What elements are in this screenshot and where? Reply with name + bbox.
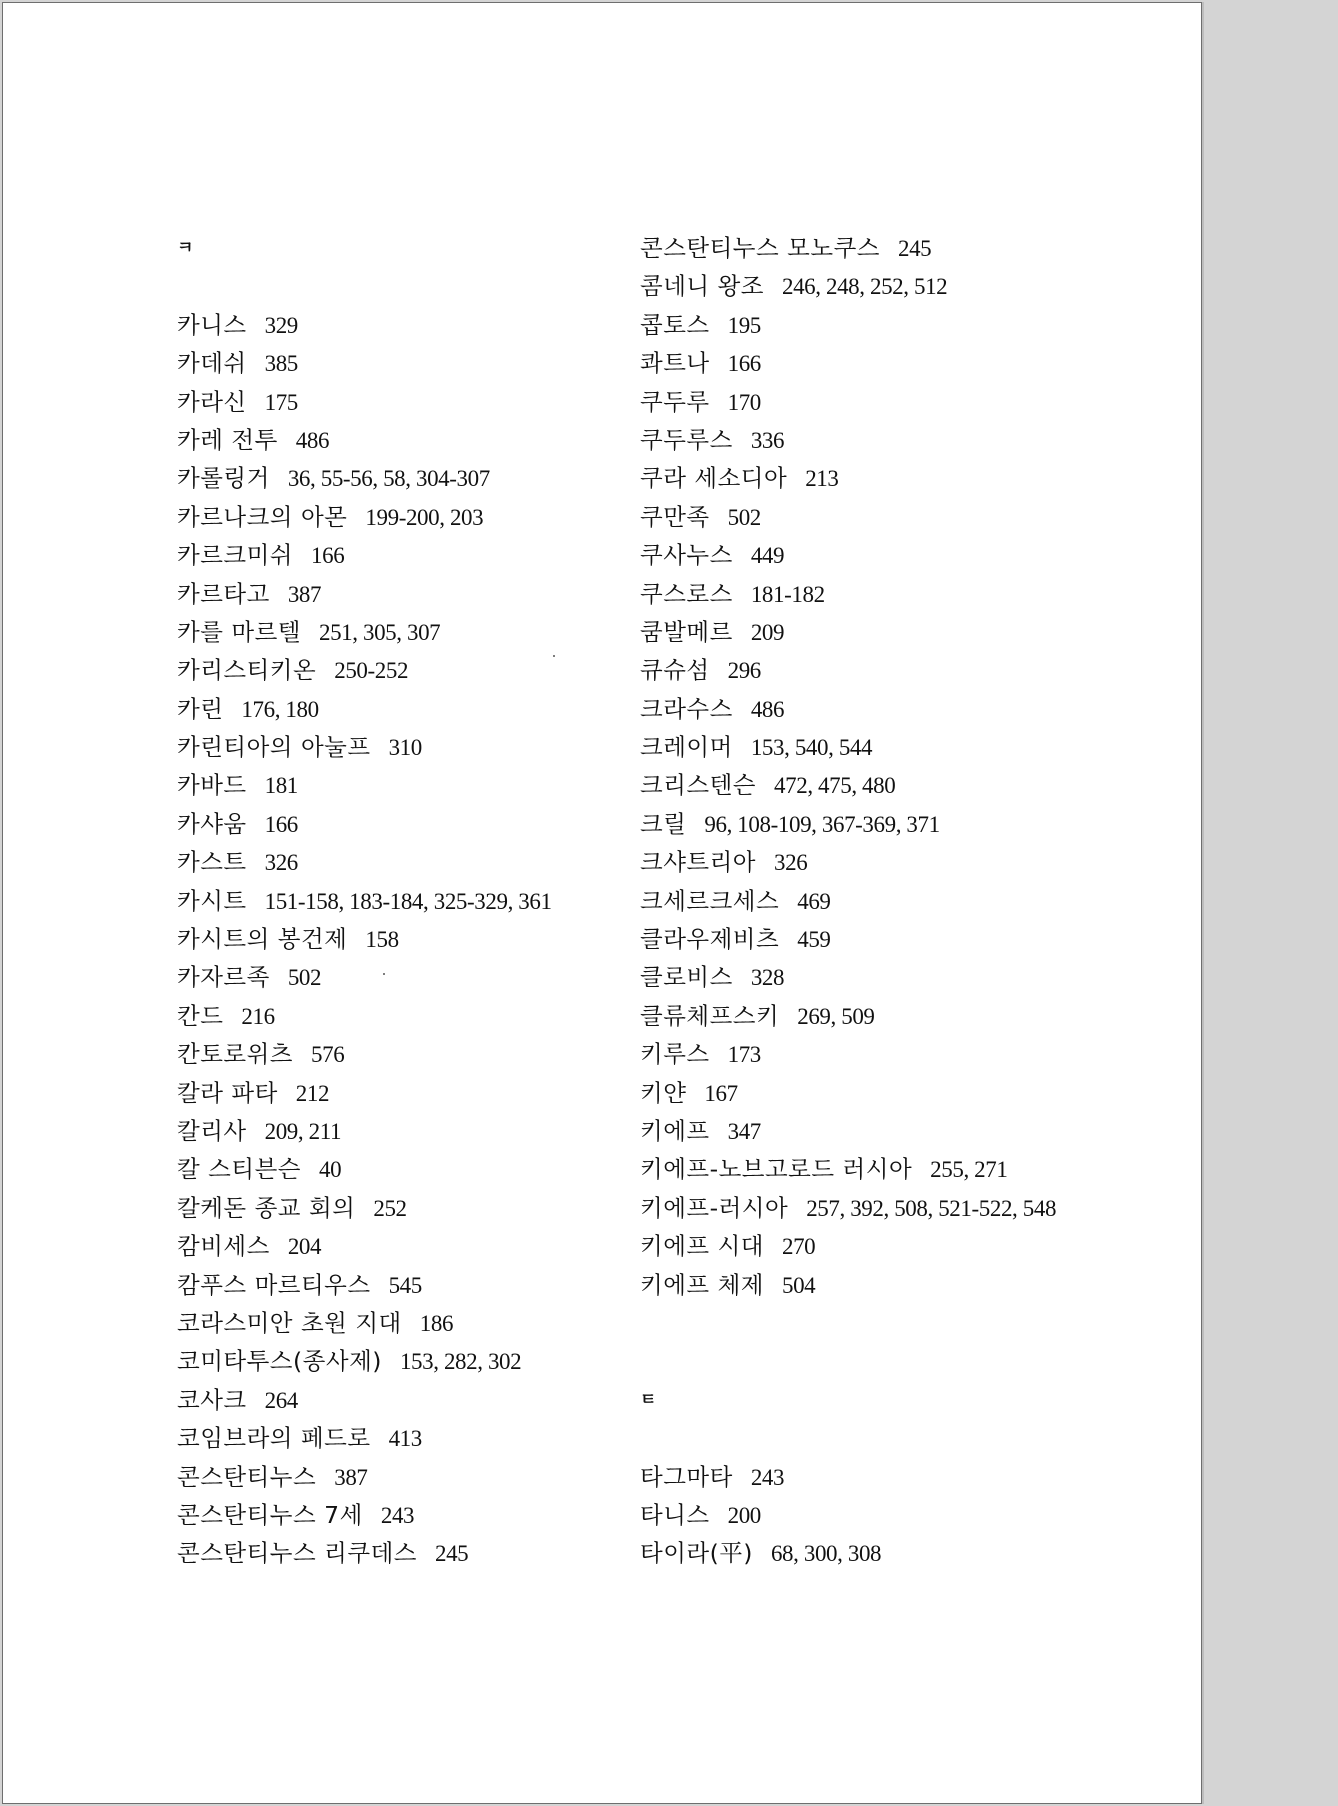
page-references: 175: [264, 389, 298, 415]
index-term: 키얀: [640, 1078, 687, 1107]
page-references: 40: [318, 1157, 342, 1183]
index-term: 크릴: [640, 809, 687, 838]
index-entry: [177, 1150, 552, 1188]
page-references: 209, 211: [264, 1118, 342, 1144]
index-term: 쿠스로스: [640, 579, 733, 608]
index-term: 콰트나: [640, 349, 710, 378]
index-term: 키에프 체제: [640, 1270, 764, 1299]
index-term: 타니스: [640, 1500, 710, 1529]
page-references: 209: [750, 619, 785, 645]
page-references: 576: [311, 1042, 345, 1068]
index-term: 카롤링거: [177, 464, 270, 493]
page-references: 336: [750, 427, 785, 453]
index-term: 칼 스티븐슨: [177, 1155, 301, 1184]
index-term: 큐슈섬: [640, 656, 710, 685]
page-references: 264: [264, 1387, 298, 1413]
index-entry: [640, 344, 1056, 382]
page-references: 250-252: [334, 658, 409, 684]
page-references: 243: [750, 1464, 785, 1490]
page-references: 167: [704, 1080, 738, 1106]
page-references: 347: [727, 1118, 761, 1144]
index-entry: [177, 920, 552, 958]
spacer: [640, 1342, 1056, 1380]
page-references: 245: [434, 1541, 469, 1567]
index-entry: [177, 383, 552, 421]
index-term: 키에프: [640, 1116, 710, 1145]
index-entry: [177, 1189, 552, 1227]
index-term: 카시트: [177, 886, 247, 915]
page-references: 486: [750, 696, 785, 722]
page-references: 387: [334, 1464, 368, 1490]
index-term: 칼라 파타: [177, 1078, 278, 1107]
index-entry: [177, 1304, 552, 1342]
index-term: 코임브라의 페드로: [177, 1424, 371, 1453]
page-references: 387: [287, 581, 322, 607]
index-entry: [177, 1381, 552, 1419]
page-references: 269, 509: [797, 1003, 875, 1029]
index-entry: [177, 882, 552, 920]
index-entry: [177, 498, 552, 536]
index-term: 칼케돈 종교 회의: [177, 1193, 356, 1222]
index-term: 크라수스: [640, 694, 733, 723]
page-references: 216: [241, 1003, 275, 1029]
index-term: 카를 마르텔: [177, 617, 301, 646]
index-term: 카샤움: [177, 809, 247, 838]
index-term: 쿰발메르: [640, 617, 733, 646]
section-heading: ㅌ: [640, 1389, 657, 1410]
index-entry: [640, 229, 1056, 267]
index-entry: [177, 766, 552, 804]
index-entry: [640, 1112, 1056, 1150]
page-references: 199-200, 203: [365, 504, 484, 530]
index-entry: [640, 1150, 1056, 1188]
page-references: 151-158, 183-184, 325-329, 361: [264, 888, 552, 914]
page-references: 166: [264, 811, 298, 837]
index-entry: [640, 1534, 1056, 1572]
index-entry: [640, 1189, 1056, 1227]
index-entry: [640, 882, 1056, 920]
page-references: 413: [388, 1426, 422, 1452]
index-term: 코라스미안 초원 지대: [177, 1308, 402, 1337]
index-term: 쿠두루스: [640, 425, 733, 454]
page-references: 472, 475, 480: [774, 773, 896, 799]
page-references: 449: [750, 543, 785, 569]
index-term: 타그마타: [640, 1462, 733, 1491]
index-term: 카자르족: [177, 963, 270, 992]
index-term: 크세르크세스: [640, 886, 780, 915]
spacer: [177, 267, 552, 305]
index-term: 카스트: [177, 848, 247, 877]
index-entry: [640, 997, 1056, 1035]
index-entry: [177, 1112, 552, 1150]
index-term: 크리스텐슨: [640, 771, 757, 800]
index-entry: [640, 805, 1056, 843]
page-references: 176, 180: [241, 696, 319, 722]
index-term: 타이라(平): [640, 1539, 753, 1568]
page-references: 252: [373, 1195, 407, 1221]
index-term: 카바드: [177, 771, 247, 800]
index-entry: [640, 1266, 1056, 1304]
page-references: 326: [774, 850, 808, 876]
page-references: 469: [797, 888, 831, 914]
page-references: 186: [419, 1310, 454, 1336]
page-references: 200: [727, 1502, 761, 1528]
page-references: 296: [727, 658, 761, 684]
index-entry: [640, 498, 1056, 536]
index-term: 키에프 시대: [640, 1232, 764, 1261]
page-references: 245: [897, 236, 932, 261]
index-term: 클라우제비츠: [640, 925, 780, 954]
index-entry: [640, 766, 1056, 804]
index-entry: [640, 459, 1056, 497]
page-references: 504: [781, 1272, 816, 1298]
spacer: [640, 1419, 1056, 1457]
index-entry: [177, 1266, 552, 1304]
index-term: 키루스: [640, 1040, 710, 1069]
index-term: 크레이머: [640, 733, 733, 762]
index-entry: [177, 690, 552, 728]
index-term: 캄비세스: [177, 1232, 270, 1261]
section-heading: ㅋ: [177, 238, 194, 258]
page-references: 246, 248, 252, 512: [781, 274, 948, 300]
index-entry: [640, 728, 1056, 766]
index-entry: [640, 383, 1056, 421]
index-term: 카린티아의 아눌프: [177, 733, 371, 762]
page-references: 166: [727, 351, 761, 377]
index-term: 쿠두루: [640, 387, 710, 416]
index-term: 콘스탄티누스 리쿠데스: [177, 1539, 417, 1568]
page-references: 181-182: [750, 581, 825, 607]
index-entry: [177, 1074, 552, 1112]
page-references: 326: [264, 850, 298, 876]
index-column-right: [640, 229, 1056, 1573]
page-references: 212: [295, 1080, 330, 1106]
index-entry: [640, 690, 1056, 728]
page-references: 181: [264, 773, 298, 799]
scan-speck: [553, 655, 555, 657]
index-term: 카라신: [177, 387, 247, 416]
index-entry: [177, 843, 552, 881]
page-references: 459: [797, 927, 831, 953]
index-term: 카레 전투: [177, 425, 278, 454]
index-entry: [177, 1419, 552, 1457]
page-references: 310: [388, 735, 422, 761]
index-entry: [640, 1035, 1056, 1073]
page-references: 270: [781, 1234, 816, 1260]
page-references: 257, 392, 508, 521-522, 548: [806, 1195, 1057, 1221]
index-term: 콤네니 왕조: [640, 272, 764, 301]
index-term: 키에프-노브고로드 러시아: [640, 1155, 913, 1184]
index-entry: [640, 1074, 1056, 1112]
index-term: 클류체프스키: [640, 1001, 780, 1030]
page-references: 36, 55-56, 58, 304-307: [287, 466, 490, 492]
index-entry: [640, 920, 1056, 958]
page-references: 68, 300, 308: [770, 1541, 882, 1567]
index-entry: [640, 1227, 1056, 1265]
page-references: 502: [727, 504, 761, 530]
index-term: 키에프-러시아: [640, 1193, 789, 1222]
page-references: 204: [287, 1234, 322, 1260]
page-references: 96, 108-109, 367-369, 371: [704, 811, 940, 837]
index-entry: [177, 997, 552, 1035]
index-term: 클로비스: [640, 963, 733, 992]
index-term: 코미타투스(종사제): [177, 1347, 382, 1376]
index-entry: [640, 843, 1056, 881]
page-references: 153, 540, 544: [750, 735, 873, 761]
index-column-left: [177, 229, 552, 1573]
index-entry: [640, 575, 1056, 613]
page-references: 173: [727, 1042, 761, 1068]
scan-speck: [383, 973, 385, 975]
index-term: 카르나크의 아몬: [177, 502, 348, 531]
index-term: 콘스탄티누스 7세: [177, 1500, 363, 1529]
index-entry: [177, 421, 552, 459]
index-term: 칼리사: [177, 1116, 247, 1145]
index-entry: [177, 1035, 552, 1073]
index-entry: [177, 459, 552, 497]
index-entry: [640, 306, 1056, 344]
index-entry: [177, 958, 552, 996]
index-entry: [177, 728, 552, 766]
index-entry: [177, 1496, 552, 1534]
page-references: 158: [365, 927, 399, 953]
index-entry: [640, 958, 1056, 996]
page-references: 545: [388, 1272, 422, 1298]
index-entry: [640, 651, 1056, 689]
index-term: 캄푸스 마르티우스: [177, 1270, 371, 1299]
index-entry: [177, 536, 552, 574]
page-references: 166: [311, 543, 345, 569]
index-term: 카시트의 봉건제: [177, 925, 348, 954]
index-term: 쿠만족: [640, 502, 710, 531]
page-references: 385: [264, 351, 298, 377]
index-term: 콘스탄티누스 모노쿠스: [640, 234, 880, 262]
index-term: 칸드: [177, 1001, 224, 1030]
page-references: 328: [750, 965, 785, 991]
index-term: 카린: [177, 694, 224, 723]
index-term: 콥토스: [640, 310, 710, 339]
index-term: 칸토로위츠: [177, 1040, 294, 1069]
index-term: 카르타고: [177, 579, 270, 608]
page-references: 502: [287, 965, 322, 991]
index-term: 코사크: [177, 1385, 247, 1414]
index-entry: [640, 613, 1056, 651]
index-entry: [177, 805, 552, 843]
index-term: 카니스: [177, 310, 247, 339]
page-references: 170: [727, 389, 761, 415]
index-term: 쿠라 세소디아: [640, 464, 788, 493]
page-references: 486: [295, 427, 330, 453]
index-entry: [640, 1496, 1056, 1534]
index-entry: [640, 267, 1056, 305]
index-entry: [177, 306, 552, 344]
index-term: 쿠사누스: [640, 541, 733, 570]
index-term: 카데쉬: [177, 349, 247, 378]
index-entry: [640, 1458, 1056, 1496]
index-entry: [640, 536, 1056, 574]
index-entry: [177, 344, 552, 382]
index-term: 콘스탄티누스: [177, 1462, 317, 1491]
spacer: [640, 1304, 1056, 1342]
page-references: 195: [727, 312, 761, 338]
index-entry: [177, 651, 552, 689]
page-references: 255, 271: [930, 1157, 1008, 1183]
index-entry: [177, 613, 552, 651]
index-entry: [177, 1342, 552, 1380]
index-entry: [640, 421, 1056, 459]
index-term: 카르크미쉬: [177, 541, 294, 570]
page-references: 213: [805, 466, 839, 492]
index-entry: [177, 1534, 552, 1572]
index-entry: [177, 575, 552, 613]
index-term: 카리스티키온: [177, 656, 317, 685]
page-references: 329: [264, 312, 298, 338]
index-entry: [177, 1227, 552, 1265]
page-references: 153, 282, 302: [399, 1349, 522, 1375]
index-page: [2, 2, 1202, 1804]
index-term: 크샤트리아: [640, 848, 757, 877]
page-references: 243: [380, 1502, 415, 1528]
index-entry: [177, 1458, 552, 1496]
page-references: 251, 305, 307: [318, 619, 441, 645]
